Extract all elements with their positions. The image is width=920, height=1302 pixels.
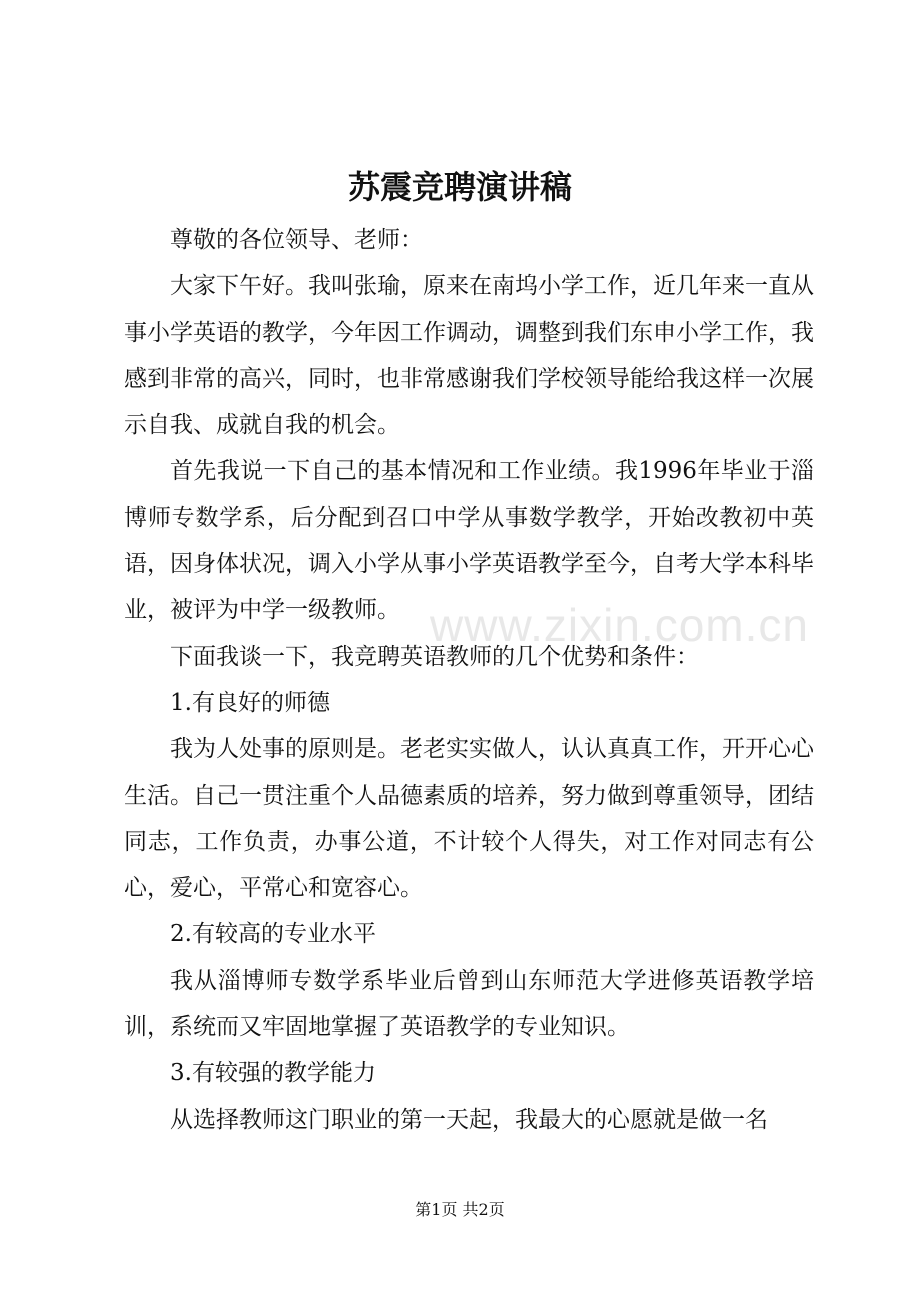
paragraph-intro-strengths: 下面我谈一下，我竞聘英语教师的几个优势和条件： bbox=[170, 643, 699, 670]
page-number-footer: 第1页 共2页 bbox=[415, 1200, 505, 1219]
watermark-text: www.zixin.com.cn bbox=[430, 599, 809, 651]
heading-point-2: 2.有较高的专业水平 bbox=[170, 921, 376, 948]
document-body bbox=[124, 217, 814, 1143]
paragraph-point-3: 从选择教师这门职业的第一天起，我最大的心愿就是做一名 bbox=[170, 1106, 768, 1133]
heading-point-1: 1.有良好的师德 bbox=[170, 689, 330, 716]
paragraph-greeting: 大家下午好。我叫张瑜，原来在南坞小学工作，近几年来一直从事小学英语的教学，今年因工作调动，调整到我们东申小学工作，我感到非常的高兴，同时，也非常感谢我们学校领导能给我这样一次展示自我、成就自我的机会。 bbox=[124, 273, 814, 439]
document-title: 苏震竞聘演讲稿 bbox=[347, 168, 572, 206]
paragraph-point-2: 我从淄博师专数学系毕业后曾到山东师范大学进修英语教学培训，系统而又牢固地掌握了英语教学的专业知识。 bbox=[124, 967, 814, 1041]
heading-point-3: 3.有较强的教学能力 bbox=[170, 1060, 376, 1087]
paragraph-salutation: 尊敬的各位领导、老师： bbox=[170, 227, 423, 253]
paragraph-background: 首先我说一下自己的基本情况和工作业绩。我1996年毕业于淄博师专数学系，后分配到召口中学从事数学教学，开始改教初中英语，因身体状况，调入小学从事小学英语教学至今，自考大学本科毕业，被评为中学一级教师。 bbox=[124, 458, 814, 624]
paragraph-point-1: 我为人处事的原则是。老老实实做人，认认真真工作，开开心心生活。自己一贯注重个人品德素质的培养，努力做到尊重领导，团结同志，工作负责，办事公道，不计较个人得失，对工作对同志有公心，爱心，平常心和宽容心。 bbox=[124, 736, 814, 902]
